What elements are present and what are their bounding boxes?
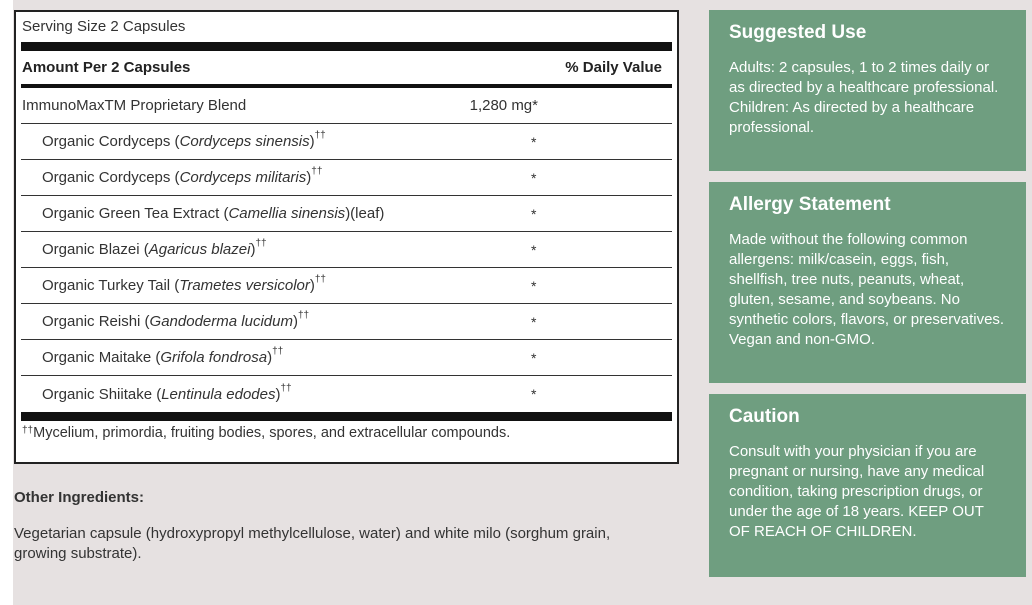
ingredient-row [21,376,672,412]
caution-panel [709,394,1026,577]
ingredient-daily-value: * [531,241,537,258]
ingredient-daily-value: * [531,313,537,330]
footnote-text: Mycelium, primordia, fruiting bodies, spores, and extracellular compounds. [33,425,511,441]
blend-name: ImmunoMaxTM Proprietary Blend [22,97,247,114]
ingredient-row [21,160,672,196]
ingredient-name: Organic Cordyceps (Cordyceps sinensis)†† [42,130,326,150]
allergy-statement-text: Made without the following common allergens: milk/casein, eggs, fish, shellfish, tree nuts, peanuts, wheat, gluten, sesame, and soybeans. No synthetic colors, flavors, or preservatives. Vegan and non-GMO. [729,231,1005,348]
serving-size: Serving Size 2 Capsules [22,18,186,35]
ingredient-name: Organic Reishi (Gandoderma lucidum)†† [42,310,310,330]
allergy-statement-panel [709,182,1026,383]
suggested-use-panel [709,10,1026,171]
ingredient-daily-value: * [531,205,537,222]
amount-per-label: Amount Per 2 Capsules [22,59,191,76]
amount-header-row [21,51,672,88]
other-ingredients-title: Other Ingredients: [14,489,145,506]
other-ingredients-text: Vegetarian capsule (hydroxypropyl methylcellulose, water) and white milo (sorghum grain, growing substrate). [14,525,611,562]
ingredient-row [21,124,672,160]
ingredient-daily-value: * [531,386,537,402]
footer-divider [21,412,672,421]
blend-amount: 1,280 mg* [469,97,538,114]
allergy-statement-title: Allergy Statement [729,194,891,215]
ingredient-name: Organic Turkey Tail (Trametes versicolor)†† [42,274,326,294]
ingredient-row [21,232,672,268]
blend-row [21,88,672,124]
footnote-mark: †† [22,425,34,436]
ingredient-name: Organic Maitake (Grifola fondrosa)†† [42,346,284,366]
caution-text: Consult with your physician if you are pregnant or nursing, have any medical condition, taking prescription drugs, or under the age of 18 years. KEEP OUT OF REACH OF CHILDREN. [729,443,985,540]
caution-title: Caution [729,406,800,427]
thick-divider [21,42,672,51]
ingredient-name: Organic Cordyceps (Cordyceps militaris)†† [42,166,323,186]
ingredient-row [21,340,672,376]
daily-value-header: % Daily Value [565,59,662,76]
footnote [21,421,672,441]
ingredient-row [21,268,672,304]
ingredient-daily-value: * [531,133,537,150]
ingredient-row [21,196,672,232]
ingredient-row [21,304,672,340]
suggested-use-text: Adults: 2 capsules, 1 to 2 times daily or as directed by a healthcare professional. Children: As directed by a healthcare professional. [729,59,999,136]
ingredient-name: Organic Green Tea Extract (Camellia sinensis)(leaf) [42,205,385,222]
ingredient-daily-value: * [531,169,537,186]
ingredient-name: Organic Blazei (Agaricus blazei)†† [42,238,267,258]
ingredient-daily-value: * [531,277,537,294]
supplement-facts-panel [14,10,679,464]
ingredient-name: Organic Shiitake (Lentinula edodes)†† [42,382,292,403]
ingredient-daily-value: * [531,349,537,366]
suggested-use-title: Suggested Use [729,22,867,43]
